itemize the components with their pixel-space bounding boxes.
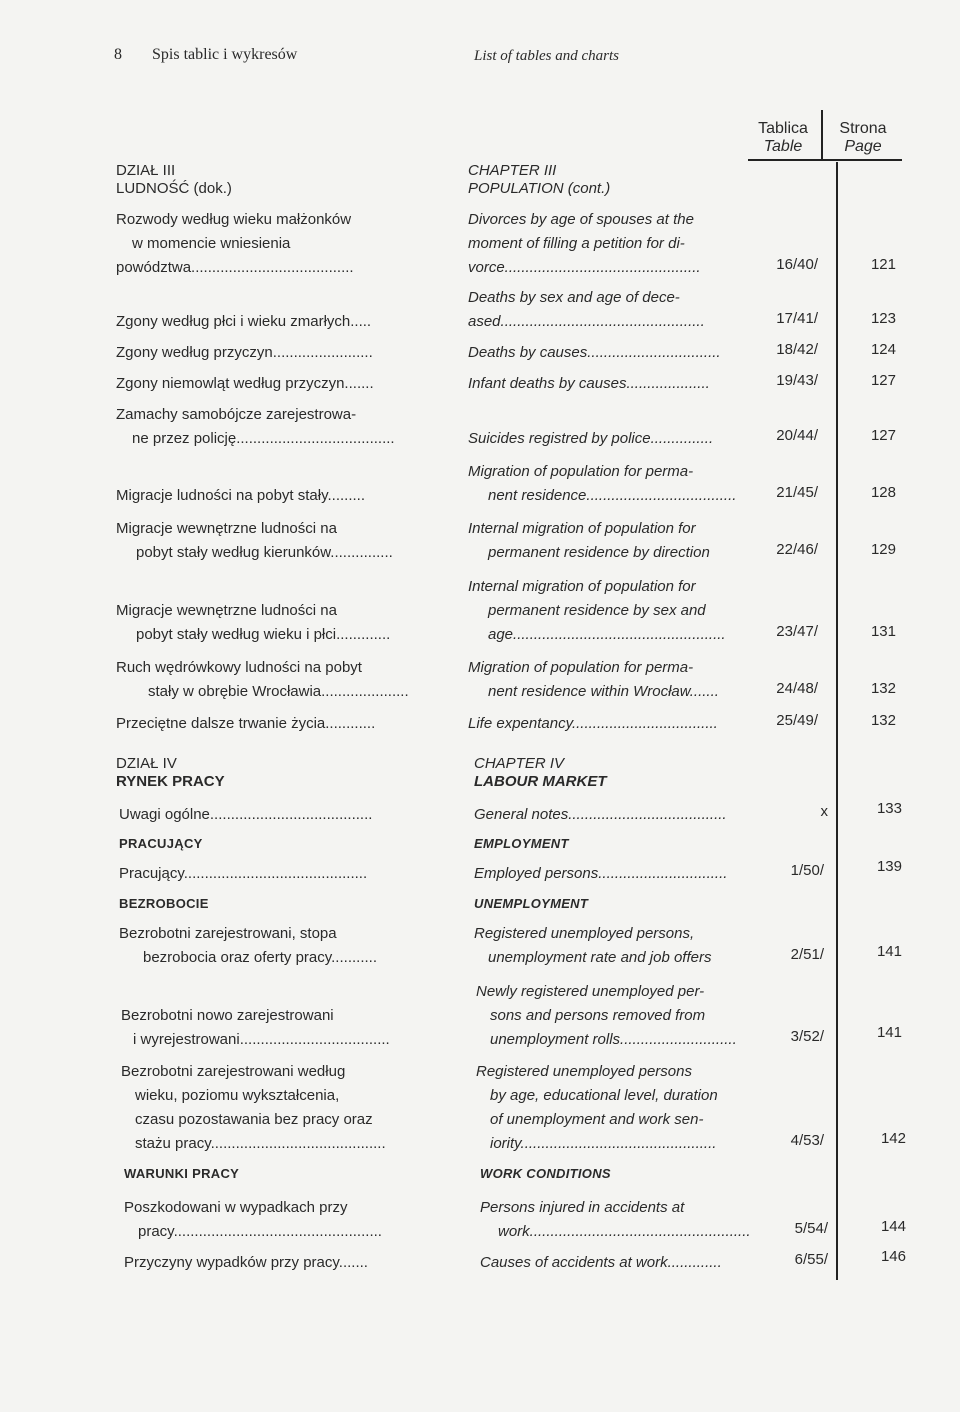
chapter3-line1-en: CHAPTER III <box>468 162 557 179</box>
list-item-en <box>468 517 710 565</box>
table-ref: 22/46/ <box>776 541 818 558</box>
page-ref: 127 <box>870 427 896 444</box>
entry-text-pl: powództwa....................................... <box>116 259 354 276</box>
list-item-pl <box>116 712 375 736</box>
entry-text-en: nent residence.................................... <box>488 487 737 504</box>
entry-text-pl: Zgony według płci i wieku zmarłych..... <box>116 313 372 330</box>
section-heading-pl: WARUNKI PRACY <box>124 1166 240 1181</box>
entry-text-pl: wieku, poziomu wykształcenia, <box>135 1087 340 1104</box>
entry-text-pl: i wyrejestrowani.................................... <box>133 1031 390 1048</box>
list-item-pl <box>116 484 365 508</box>
entry-text-en: Migration of population for perma- <box>468 659 694 676</box>
entry-text-en: Infant deaths by causes.................... <box>468 375 710 392</box>
list-item-en <box>468 208 701 280</box>
entry-text-pl: Bezrobotni zarejestrowani, stopa <box>119 925 337 942</box>
header-rule <box>748 159 902 161</box>
list-item-en <box>474 922 711 970</box>
page-ref: 146 <box>880 1248 906 1265</box>
header-title-en: List of tables and charts <box>474 48 620 64</box>
entry-text-en: Registered unemployed persons, <box>474 925 695 942</box>
list-item-pl <box>121 1060 386 1156</box>
chapter4-line2-pl: RYNEK PRACY <box>116 773 225 790</box>
entry-text-en: Causes of accidents at work............. <box>480 1254 722 1271</box>
entry-text-pl: Zamachy samobójcze zarejestrowa- <box>116 406 357 423</box>
entry-text-pl: czasu pozostawania bez pracy oraz <box>135 1111 373 1128</box>
list-item-pl <box>116 310 371 334</box>
list-item-en <box>476 1060 718 1156</box>
table-ref: 21/45/ <box>776 484 818 501</box>
list-item-en <box>468 341 721 365</box>
entry-text-en: permanent residence by direction <box>488 544 710 561</box>
page-ref: 127 <box>870 372 896 389</box>
list-item-en <box>480 1251 722 1275</box>
entry-text-pl: bezrobocia oraz oferty pracy........... <box>143 949 377 966</box>
entry-text-en: Registered unemployed persons <box>476 1063 692 1080</box>
table-ref: 17/41/ <box>776 310 818 327</box>
page-ref: 131 <box>870 623 896 640</box>
entry-text-en: Internal migration of population for <box>468 578 696 595</box>
list-item-pl <box>116 372 374 396</box>
entry-text-en: work..................................................... <box>498 1223 751 1240</box>
list-item-pl <box>119 862 367 886</box>
page-ref: 139 <box>876 858 902 875</box>
entry-text-pl: Bezrobotni zarejestrowani według <box>121 1063 346 1080</box>
list-item-pl <box>121 1004 390 1052</box>
entry-text-en: sons and persons removed from <box>490 1007 706 1024</box>
section-heading-pl: BEZROBOCIE <box>119 896 209 911</box>
entry-text-en: General notes...................................... <box>474 806 727 823</box>
entry-text-pl: stażu pracy.......................................... <box>135 1135 386 1152</box>
entry-text-en: Persons injured in accidents at <box>480 1199 685 1216</box>
chapter3-line2-en: POPULATION (cont.) <box>468 180 611 197</box>
list-item-en <box>468 712 718 736</box>
entry-text-en: Employed persons............................... <box>474 865 728 882</box>
list-item-pl <box>116 599 390 647</box>
entry-text-pl: Ruch wędrówkowy ludności na pobyt <box>116 659 362 676</box>
list-item-en <box>468 286 705 334</box>
entry-text-pl: pobyt stały według wieku i płci............. <box>136 626 391 643</box>
entry-text-en: Deaths by causes................................ <box>468 344 721 361</box>
list-item-en <box>468 656 719 704</box>
table-ref: 6/55/ <box>794 1251 828 1268</box>
page-ref: 129 <box>870 541 896 558</box>
section-heading-pl: PRACUJĄCY <box>119 836 203 851</box>
column-header-page-pl: Strona <box>839 120 887 137</box>
table-ref: x <box>820 803 828 820</box>
list-item-en <box>474 862 727 886</box>
list-item-pl <box>116 517 393 565</box>
list-item-pl <box>119 803 372 827</box>
table-ref: 19/43/ <box>776 372 818 389</box>
entry-text-pl: Migracje ludności na pobyt stały......... <box>116 487 366 504</box>
table-ref: 25/49/ <box>776 712 818 729</box>
entry-text-pl: Bezrobotni nowo zarejestrowani <box>121 1007 334 1024</box>
list-item-en <box>480 1196 751 1244</box>
entry-text-en: moment of filling a petition for di- <box>468 235 685 252</box>
section-heading-en: EMPLOYMENT <box>474 836 569 851</box>
page-ref: 132 <box>870 712 896 729</box>
list-item-pl <box>119 922 377 970</box>
entry-text-en: permanent residence by sex and <box>488 602 706 619</box>
table-ref: 24/48/ <box>776 680 818 697</box>
list-item-en <box>468 460 736 508</box>
table-ref: 3/52/ <box>790 1028 824 1045</box>
list-item-en <box>468 575 726 647</box>
list-item-pl <box>124 1251 368 1275</box>
column-header-table-pl: Tablica <box>758 120 808 137</box>
table-ref: 16/40/ <box>776 256 818 273</box>
list-item-pl <box>116 208 354 280</box>
entry-text-en: Deaths by sex and age of dece- <box>468 289 680 306</box>
table-ref: 2/51/ <box>790 946 824 963</box>
chapter4-line1-en: CHAPTER IV <box>474 755 565 772</box>
entry-text-pl: ne przez policję...................................... <box>132 430 395 447</box>
chapter3-heading-en <box>468 162 610 198</box>
entry-text-pl: Przeciętne dalsze trwanie życia............ <box>116 715 376 732</box>
table-ref: 4/53/ <box>790 1132 824 1149</box>
column-header-table <box>748 120 818 156</box>
page-ref: 121 <box>870 256 896 273</box>
entry-text-pl: Rozwody według wieku małżonków <box>116 211 352 228</box>
page-ref: 142 <box>880 1130 906 1147</box>
entry-text-en: vorce............................................... <box>468 259 701 276</box>
entry-text-en: by age, educational level, duration <box>490 1087 718 1104</box>
entry-text-pl: Migracje wewnętrzne ludności na <box>116 520 337 537</box>
list-item-en <box>476 980 737 1052</box>
list-item-en <box>468 427 713 451</box>
entry-text-en: of unemployment and work sen- <box>490 1111 704 1128</box>
section-heading-en: UNEMPLOYMENT <box>474 896 589 911</box>
list-item-en <box>468 372 710 396</box>
table-ref: 20/44/ <box>776 427 818 444</box>
table-ref: 5/54/ <box>794 1220 828 1237</box>
list-item-pl <box>116 656 409 704</box>
entry-text-en: age................................................... <box>488 626 726 643</box>
entry-text-en: nent residence within Wrocław....... <box>488 683 719 700</box>
page-ref: 132 <box>870 680 896 697</box>
chapter4-line2-en: LABOUR MARKET <box>474 773 607 790</box>
page-ref: 124 <box>870 341 896 358</box>
list-item-en <box>474 803 727 827</box>
entry-text-en: Life expentancy................................... <box>468 715 718 732</box>
entry-text-en: unemployment rolls............................ <box>490 1031 737 1048</box>
chapter3-heading-pl <box>116 162 232 198</box>
entry-text-pl: Uwagi ogólne....................................... <box>119 806 373 823</box>
list-item-pl <box>124 1196 382 1244</box>
entry-text-pl: Zgony niemowląt według przyczyn....... <box>116 375 374 392</box>
list-item-pl <box>116 403 395 451</box>
chapter4-heading-en <box>474 755 607 791</box>
entry-text-pl: Migracje wewnętrzne ludności na <box>116 602 337 619</box>
entry-text-en: Migration of population for perma- <box>468 463 694 480</box>
table-ref: 23/47/ <box>776 623 818 640</box>
entry-text-pl: Poszkodowani w wypadkach przy <box>124 1199 348 1216</box>
entry-text-en: iority............................................... <box>490 1135 717 1152</box>
table-ref: 18/42/ <box>776 341 818 358</box>
header-title-pl: Spis tablic i wykresów <box>152 46 298 63</box>
entry-text-pl: pracy.................................................. <box>138 1223 382 1240</box>
entry-text-pl: Przyczyny wypadków przy pracy....... <box>124 1254 368 1271</box>
column-divider-top <box>821 110 823 160</box>
chapter4-heading-pl <box>116 755 225 791</box>
chapter3-line1-pl: DZIAŁ III <box>116 162 176 179</box>
entry-text-pl: w momencie wniesienia <box>132 235 291 252</box>
entry-text-pl: stały w obrębie Wrocławia..................... <box>148 683 409 700</box>
entry-text-en: unemployment rate and job offers <box>488 949 712 966</box>
page-ref: 144 <box>880 1218 906 1235</box>
page-ref: 141 <box>876 1024 902 1041</box>
page-ref: 133 <box>876 800 902 817</box>
section-heading-en: WORK CONDITIONS <box>480 1166 611 1181</box>
entry-text-en: Internal migration of population for <box>468 520 696 537</box>
entry-text-pl: pobyt stały według kierunków............... <box>136 544 393 561</box>
page-ref: 128 <box>870 484 896 501</box>
page-ref: 141 <box>876 943 902 960</box>
entry-text-en: Suicides registred by police............... <box>468 430 714 447</box>
column-header-page <box>828 120 898 156</box>
page-number: 8 <box>114 46 122 63</box>
entry-text-pl: Zgony według przyczyn........................ <box>116 344 373 361</box>
column-header-page-en: Page <box>844 138 882 155</box>
page-ref: 123 <box>870 310 896 327</box>
entry-text-pl: Pracujący............................................ <box>119 865 368 882</box>
entry-text-en: Newly registered unemployed per- <box>476 983 705 1000</box>
column-header-table-en: Table <box>763 138 803 155</box>
list-item-pl <box>116 341 373 365</box>
entry-text-en: Divorces by age of spouses at the <box>468 211 694 228</box>
chapter4-line1-pl: DZIAŁ IV <box>116 755 177 772</box>
table-ref: 1/50/ <box>790 862 824 879</box>
entry-text-en: ased................................................. <box>468 313 705 330</box>
chapter3-line2-pl: LUDNOŚĆ (dok.) <box>116 180 232 197</box>
